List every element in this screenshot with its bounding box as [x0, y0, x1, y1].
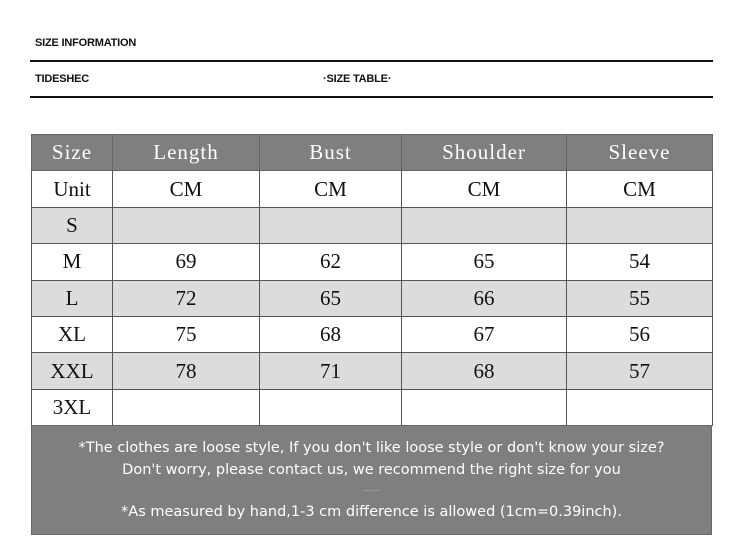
table-cell: 75: [113, 316, 260, 352]
table-cell: 72: [113, 280, 260, 316]
table-cell: 3XL: [32, 389, 113, 425]
table-row: [32, 171, 713, 207]
table-row: [32, 280, 713, 316]
table-cell: CM: [113, 171, 260, 207]
table-cell: CM: [260, 171, 402, 207]
table-cell: M: [32, 244, 113, 280]
table-cell: 78: [113, 353, 260, 389]
table-row: [32, 207, 713, 243]
table-cell: [567, 207, 713, 243]
table-cell: [402, 389, 567, 425]
top-rule: [30, 60, 713, 62]
table-cell: XXL: [32, 353, 113, 389]
table-cell: [113, 389, 260, 425]
table-cell: L: [32, 280, 113, 316]
table-cell: [113, 207, 260, 243]
table-cell: 65: [260, 280, 402, 316]
table-cell: 55: [567, 280, 713, 316]
table-cell: 68: [260, 316, 402, 352]
header-shoulder: Shoulder: [402, 135, 567, 171]
table-row: [32, 244, 713, 280]
table-header-row: [32, 135, 713, 171]
size-table: [31, 134, 713, 426]
size-information-title: SIZE INFORMATION: [35, 37, 137, 49]
note-measurement: *As measured by hand,1-3 cm difference is allowed (1cm=0.39inch).: [121, 504, 622, 520]
table-cell: S: [32, 207, 113, 243]
table-cell: XL: [32, 316, 113, 352]
table-row: [32, 353, 713, 389]
table-row: [32, 316, 713, 352]
table-cell: CM: [402, 171, 567, 207]
table-cell: 54: [567, 244, 713, 280]
header-bust: Bust: [260, 135, 402, 171]
table-cell: [260, 207, 402, 243]
header-size: Size: [32, 135, 113, 171]
table-cell: [260, 389, 402, 425]
table-cell: [567, 389, 713, 425]
bottom-rule: [30, 96, 713, 98]
size-notes-box: [31, 425, 712, 535]
table-cell: 56: [567, 316, 713, 352]
table-cell: Unit: [32, 171, 113, 207]
table-cell: [402, 207, 567, 243]
table-cell: 62: [260, 244, 402, 280]
table-cell: 71: [260, 353, 402, 389]
table-cell: 57: [567, 353, 713, 389]
table-cell: 69: [113, 244, 260, 280]
table-cell: 68: [402, 353, 567, 389]
divider-mark: ———: [362, 487, 381, 494]
brand-name: TIDESHEC: [35, 73, 90, 85]
table-cell: CM: [567, 171, 713, 207]
note-contact-us: Don't worry, please contact us, we recommend the right size for you: [122, 462, 621, 478]
table-cell: 65: [402, 244, 567, 280]
size-table-subtitle: ·SIZE TABLE·: [323, 73, 392, 85]
table-cell: 67: [402, 316, 567, 352]
table-row: [32, 389, 713, 425]
header-length: Length: [113, 135, 260, 171]
note-loose-style: *The clothes are loose style, If you don't like loose style or don't know your size?: [78, 440, 665, 456]
header-sleeve: Sleeve: [567, 135, 713, 171]
table-cell: 66: [402, 280, 567, 316]
